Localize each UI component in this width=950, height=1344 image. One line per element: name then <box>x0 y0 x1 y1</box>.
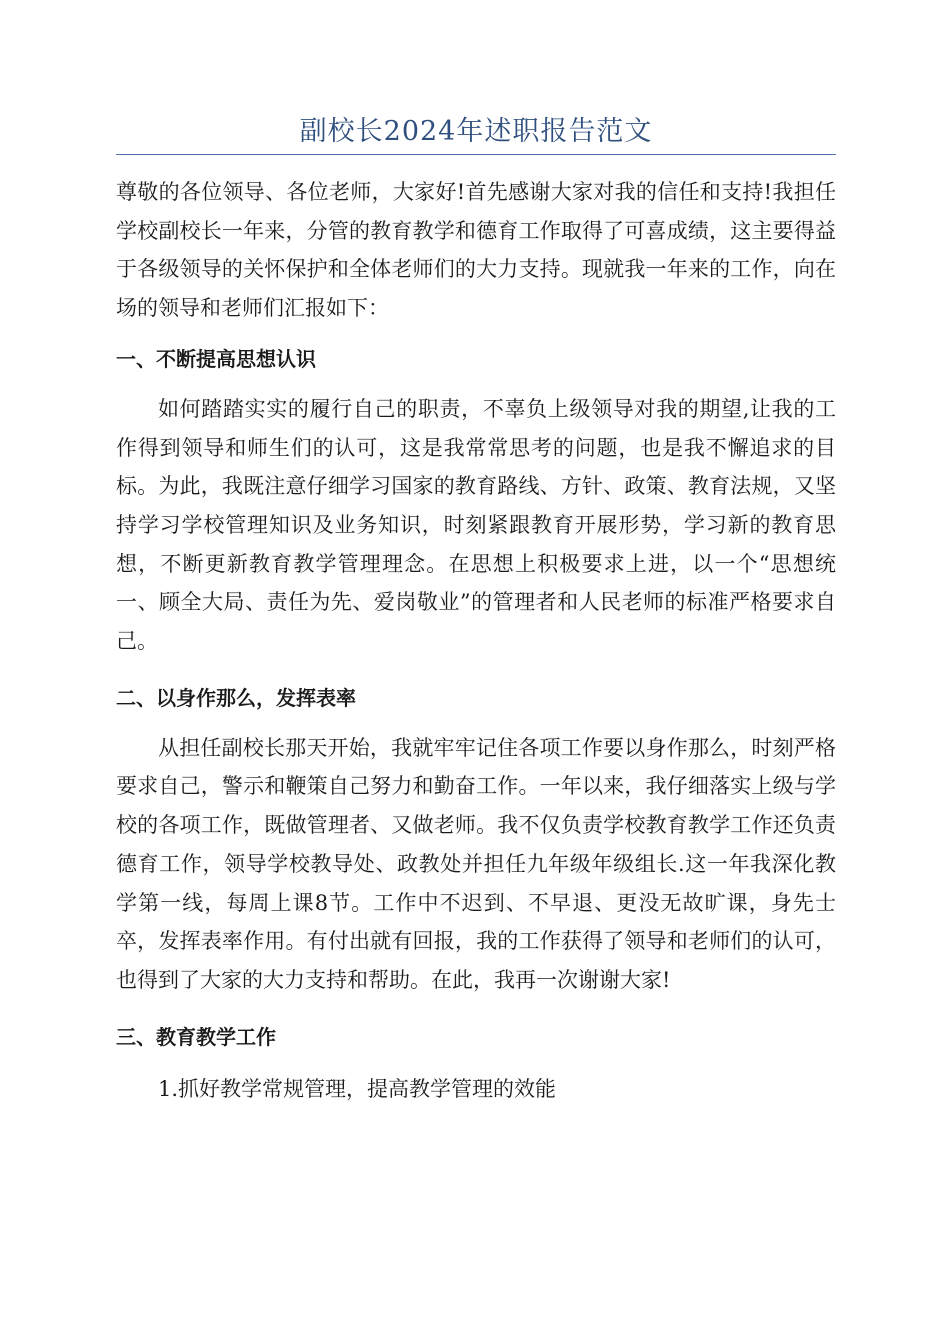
section-heading-1: 一、不断提高思想认识 <box>116 346 316 371</box>
document-page <box>116 112 836 1108</box>
intro-paragraph: 尊敬的各位领导、各位老师，大家好!首先感谢大家对我的信任和支持!我担任学校副校长一年来，分管的教育教学和德育工作取得了可喜成绩，这主要得益于各级领导的关怀保护和全体老师们的大力支持。现就我一年来的工作，向在场的领导和老师们汇报如下： <box>116 180 836 321</box>
document-title: 副校长2024年述职报告范文 <box>116 112 836 155</box>
section-heading-3: 三、教育教学工作 <box>116 1024 276 1049</box>
section-paragraph-2: 从担任副校长那天开始，我就牢牢记住各项工作要以身作那么，时刻严格要求自己，警示和鞭策自己努力和勤奋工作。一年以来，我仔细落实上级与学校的各项工作，既做管理者、又做老师。我不仅负责学校教育教学工作还负责德育工作，领导学校教导处、政教处并担任九年级年级组长.这一年我深化教学第一线，每周上课8节。工作中不迟到、不早退、更没无故旷课，身先士卒，发挥表率作用。有付出就有回报，我的工作获得了领导和老师们的认可，也得到了大家的大力支持和帮助。在此，我再一次谢谢大家! <box>116 735 836 992</box>
section-paragraph-1: 如何踏踏实实的履行自己的职责，不辜负上级领导对我的期望,让我的工作得到领导和师生们的认可，这是我常常思考的问题，也是我不懈追求的目标。为此，我既注意仔细学习国家的教育路线、方针、政策、教育法规，又坚持学习学校管理知识及业务知识，时刻紧跟教育开展形势，学习新的教育思想，不断更新教育教学管理理念。在思想上积极要求上进，以一个“思想统一、顾全大局、责任为先、爱岗敬业”的管理者和人民老师的标准严格要求自己。 <box>116 396 836 654</box>
section-item-1: 1.抓好教学常规管理，提高教学管理的效能 <box>158 1076 557 1101</box>
section-heading-2: 二、以身作那么，发挥表率 <box>116 685 356 710</box>
